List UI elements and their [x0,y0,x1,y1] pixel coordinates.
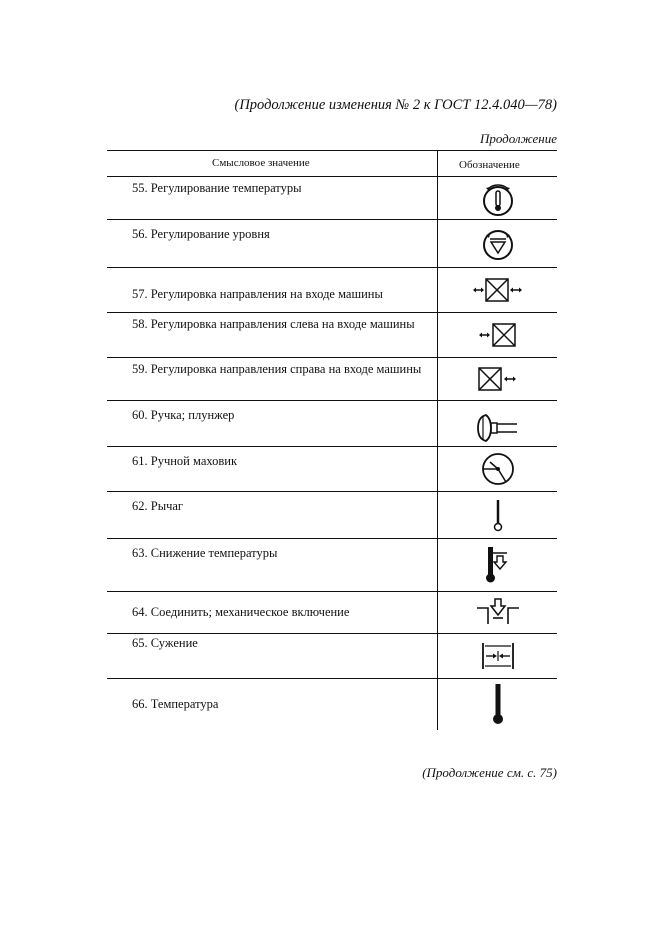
table-row [107,312,557,357]
row-label: 65. Сужение [132,636,198,650]
table-row [107,538,557,591]
table-row [107,633,557,678]
lever-icon [438,491,557,538]
handwheel-icon [438,446,557,491]
row-label: 62. Рычаг [132,499,184,513]
mechanical-engagement-icon [438,591,557,633]
table-row [107,491,557,538]
direction-right-icon [438,357,557,400]
table-row [107,678,557,730]
row-label: 57. Регулировка направления на входе машины [132,287,383,301]
table-row [107,357,557,400]
row-label: 66. Температура [132,697,219,711]
row-label: 56. Регулирование уровня [132,227,270,241]
temperature-decrease-icon [438,538,557,591]
column-header-symbol: Обозначение [459,159,520,171]
thermometer-icon [438,678,557,730]
direction-left-icon [438,312,557,357]
row-label: 61. Ручной маховик [132,454,238,468]
table-row [107,176,557,219]
column-header-meaning: Смысловое значение [212,157,310,169]
direction-both-icon [438,267,557,312]
symbols-table [107,150,557,730]
continuation-label: Продолжение [479,131,557,146]
document-header: (Продолжение изменения № 2 к ГОСТ 12.4.040—78) [234,97,557,113]
document-footer: (Продолжение см. с. 75) [422,765,557,780]
temperature-regulation-icon [438,176,557,219]
row-label: 60. Ручка; плунжер [132,408,235,422]
table-row [107,219,557,267]
table-row [107,446,557,491]
row-label: 63. Снижение температуры [132,546,278,560]
table-row [107,591,557,633]
level-regulation-icon [438,219,557,267]
handle-plunger-icon [438,400,557,446]
table-row [107,400,557,446]
row-label: 64. Соединить; механическое включение [132,605,350,619]
narrowing-icon [438,633,557,678]
row-label: 59. Регулировка направления справа на входе машины [132,362,422,376]
row-label: 55. Регулирование температуры [132,181,302,195]
row-label: 58. Регулировка направления слева на входе машины [132,317,415,331]
table-row [107,267,557,312]
